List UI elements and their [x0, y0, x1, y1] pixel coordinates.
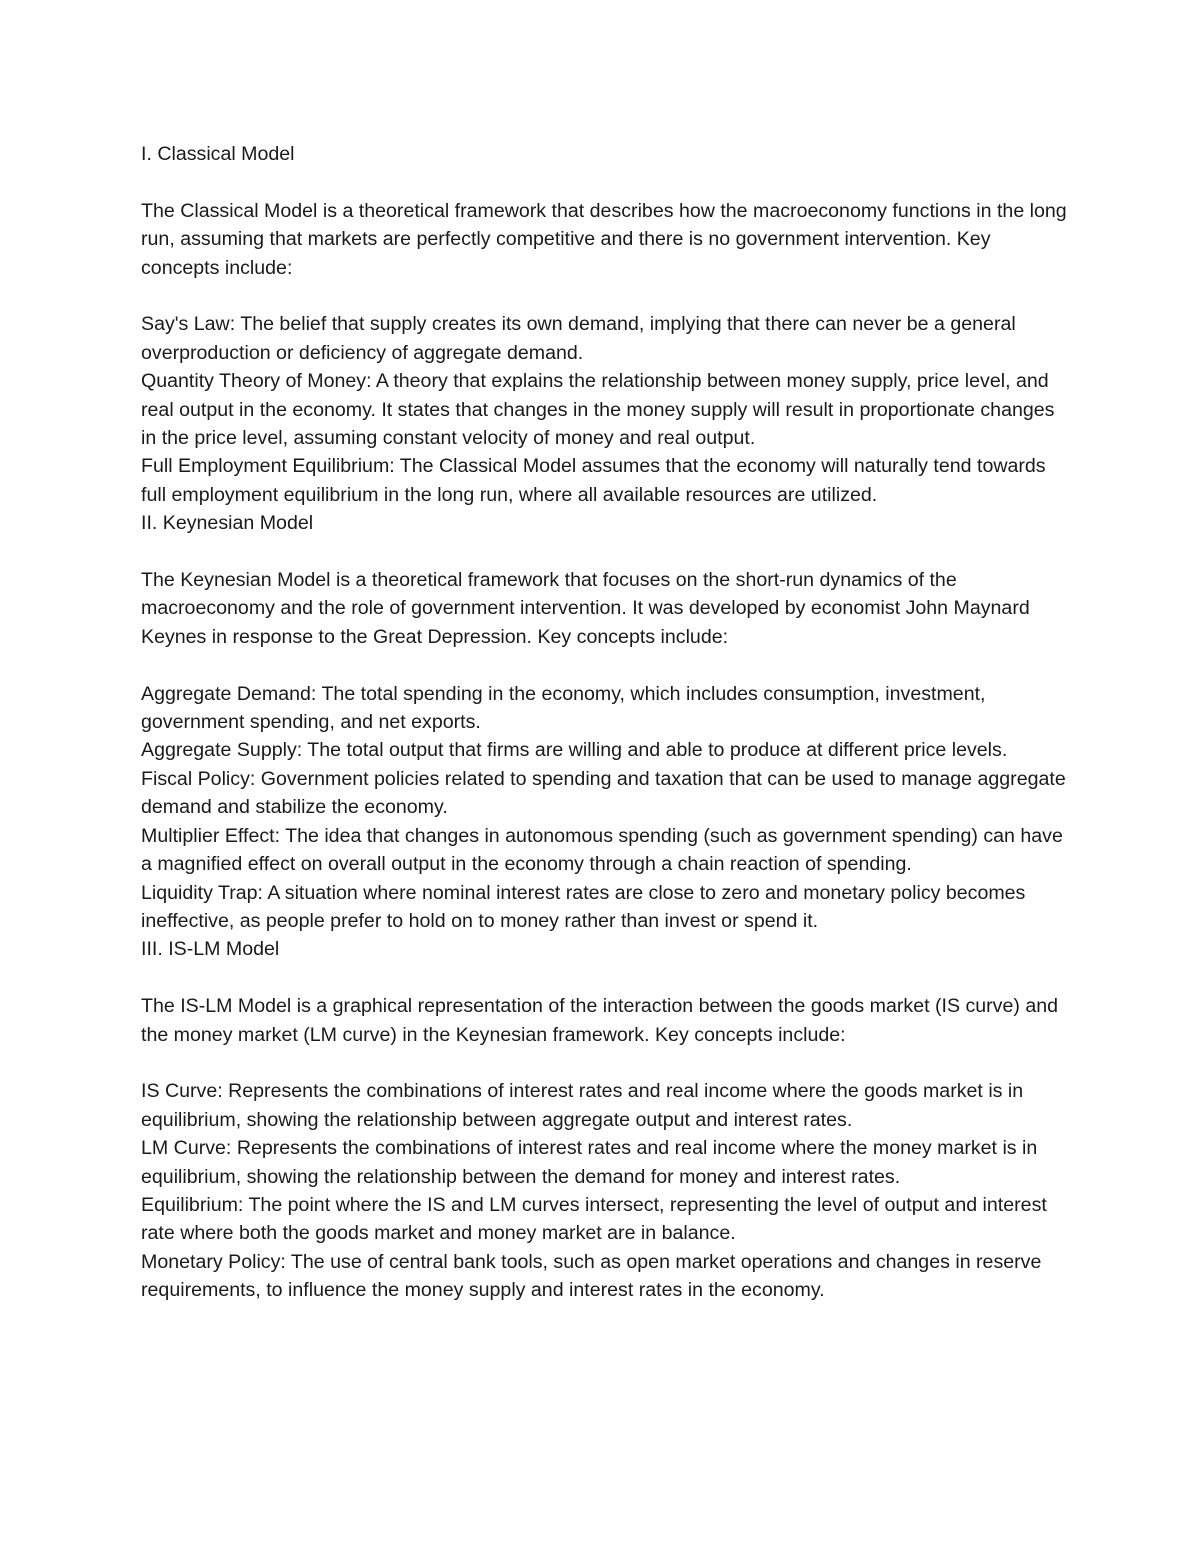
section-keynesian-model	[141, 509, 1071, 935]
section-heading: II. Keynesian Model	[141, 512, 314, 535]
section-intro: The Keynesian Model is a theoretical framework that focuses on the short-run dynamics of the macroeconomy and the role of government intervention. It was developed by economist John Maynard Keynes in response to the Great Depression. Key concepts include:	[141, 569, 1030, 648]
concept-item: Liquidity Trap: A situation where nominal interest rates are close to zero and monetary policy becomes ineffective, as people prefer to hold on to money rather than invest or spend it.	[141, 881, 1026, 932]
section-heading: III. IS-LM Model	[141, 938, 280, 961]
document-page	[141, 140, 1071, 1305]
section-classical-model	[141, 140, 1071, 509]
concept-item: Aggregate Demand: The total spending in the economy, which includes consumption, investment, government spending, and net exports.	[141, 682, 986, 734]
concept-item: Equilibrium: The point where the IS and LM curves intersect, representing the level of output and interest rate where both the goods market and money market are in balance.	[141, 1193, 1047, 1245]
concept-item: Quantity Theory of Money: A theory that explains the relationship between money supply, price level, and real output in the economy. It states that changes in the money supply will result in proportionate changes in the price level, assuming constant velocity of money and real output.	[141, 370, 1055, 450]
section-is-lm-model	[141, 935, 1071, 1304]
concept-item: Full Employment Equilibrium: The Classical Model assumes that the economy will naturally tend towards full employment equilibrium in the long run, where all available resources are utilized.	[141, 455, 1046, 506]
concept-item: Multiplier Effect: The idea that changes in autonomous spending (such as government spending) can have a magnified effect on overall output in the economy through a chain reaction of spending.	[141, 824, 1063, 876]
section-intro: The IS-LM Model is a graphical representation of the interaction between the goods market (IS curve) and the money market (LM curve) in the Keynesian framework. Key concepts include:	[141, 995, 1059, 1046]
concept-item: Fiscal Policy: Government policies related to spending and taxation that can be used to manage aggregate demand and stabilize the economy.	[141, 767, 1066, 819]
section-intro: The Classical Model is a theoretical framework that describes how the macroeconomy functions in the long run, assuming that markets are perfectly competitive and there is no government intervention. Key concepts include:	[141, 199, 1067, 279]
concept-item: Say's Law: The belief that supply creates its own demand, implying that there can never be a general overproduction or deficiency of aggregate demand.	[141, 313, 1016, 364]
concept-item: Monetary Policy: The use of central bank tools, such as open market operations and changes in reserve requirements, to influence the money supply and interest rates in the economy.	[141, 1250, 1042, 1302]
concept-item: Aggregate Supply: The total output that firms are willing and able to produce at different price levels.	[141, 739, 1008, 762]
section-heading: I. Classical Model	[141, 143, 295, 165]
concept-item: LM Curve: Represents the combinations of interest rates and real income where the money market is in equilibrium, showing the relationship between the demand for money and interest rates.	[141, 1137, 1038, 1188]
concept-item: IS Curve: Represents the combinations of interest rates and real income where the goods market is in equilibrium, showing the relationship between aggregate output and interest rates.	[141, 1080, 1024, 1131]
